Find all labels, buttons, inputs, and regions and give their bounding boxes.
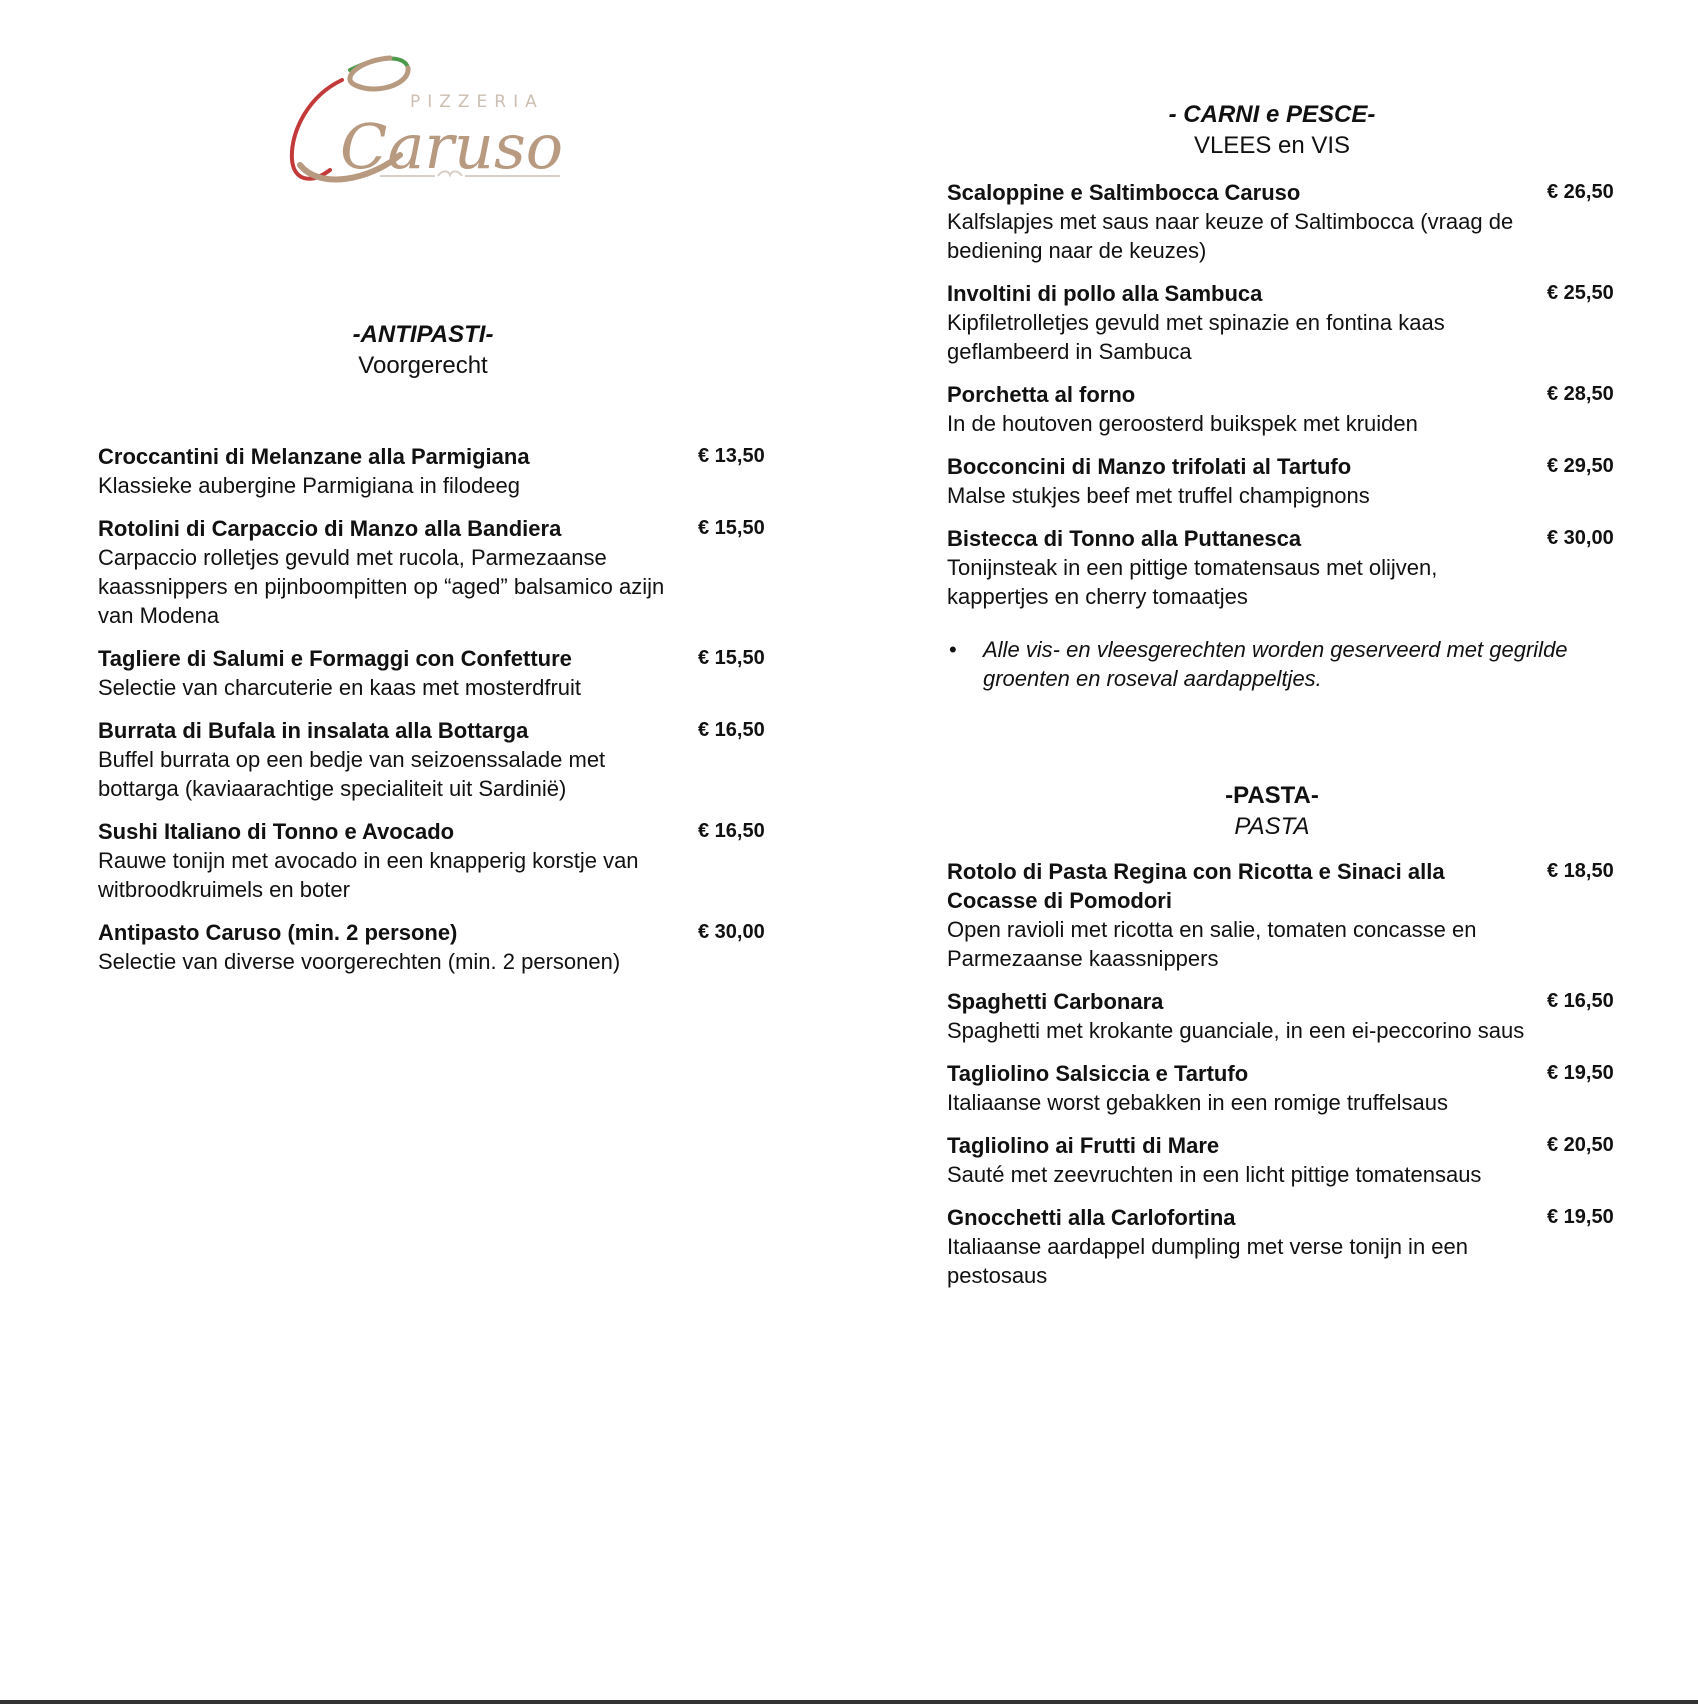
pasta-title: -PASTA- — [1225, 782, 1319, 809]
item-price: € 16,50 — [1547, 990, 1614, 1012]
bullet-icon: • — [949, 637, 957, 662]
caruso-logo — [280, 40, 580, 200]
item-name: Scaloppine e Saltimbocca Caruso — [947, 180, 1301, 205]
menu-item — [98, 716, 778, 803]
menu-item — [947, 1203, 1627, 1290]
logo-script-text: Caruso — [340, 110, 564, 183]
item-description: Italiaanse aardappel dumpling met verse tonijn in een pestosaus — [947, 1234, 1468, 1288]
antipasti-title: -ANTIPASTI- — [352, 321, 494, 348]
item-description: Kalfslapjes met saus naar keuze of Saltimbocca (vraag de bediening naar de keuzes) — [947, 209, 1514, 263]
item-name: Porchetta al forno — [947, 382, 1136, 407]
menu-item — [947, 380, 1627, 438]
menu-item — [947, 524, 1627, 611]
item-description: Tonijnsteak in een pittige tomatensaus met olijven, kappertjes en cherry tomaatjes — [947, 555, 1438, 609]
item-description: Rauwe tonijn met avocado in een knapperig korstje van witbroodkruimels en boter — [98, 848, 639, 902]
item-price: € 28,50 — [1547, 383, 1614, 405]
menu-item — [947, 857, 1627, 973]
item-price: € 16,50 — [698, 820, 765, 842]
carni-heading — [947, 100, 1597, 162]
item-description: Carpaccio rolletjes gevuld met rucola, Parmezaanse kaassnippers en pijnboompitten op “aged” balsamico azijn van Modena — [98, 545, 665, 628]
side-dish-note — [947, 635, 1603, 693]
item-description: In de houtoven geroosterd buikspek met kruiden — [947, 411, 1418, 436]
antipasti-subtitle: Voorgerecht — [358, 352, 488, 379]
menu-item — [947, 279, 1627, 366]
note-text: Alle vis- en vleesgerechten worden geserveerd met gegrilde groenten en roseval aardappeltjes. — [983, 637, 1568, 691]
menu-item — [98, 514, 778, 630]
item-price: € 19,50 — [1547, 1062, 1614, 1084]
item-name: Antipasto Caruso (min. 2 persone) — [98, 920, 458, 945]
item-price: € 15,50 — [698, 517, 765, 539]
item-name: Croccantini di Melanzane alla Parmigiana — [98, 444, 530, 469]
menu-item — [947, 1131, 1627, 1189]
item-description: Spaghetti met krokante guanciale, in een ei-peccorino saus — [947, 1018, 1525, 1043]
pasta-section — [947, 781, 1627, 1290]
menu-item — [98, 817, 778, 904]
item-name: Rotolini di Carpaccio di Manzo alla Bandiera — [98, 516, 562, 541]
item-name: Tagliolino Salsiccia e Tartufo — [947, 1061, 1249, 1086]
item-price: € 19,50 — [1547, 1206, 1614, 1228]
item-name: Burrata di Bufala in insalata alla Bottarga — [98, 718, 529, 743]
menu-item — [947, 1059, 1627, 1117]
item-description: Klassieke aubergine Parmigiana in filodeeg — [98, 473, 520, 498]
item-price: € 18,50 — [1547, 860, 1614, 882]
menu-item — [947, 178, 1627, 265]
menu-item — [947, 987, 1627, 1045]
menu-item — [947, 452, 1627, 510]
item-name: Tagliolino ai Frutti di Mare — [947, 1133, 1220, 1158]
item-description: Italiaanse worst gebakken in een romige truffelsaus — [947, 1090, 1448, 1115]
item-price: € 15,50 — [698, 647, 765, 669]
item-description: Open ravioli met ricotta en salie, tomaten concasse en Parmezaanse kaassnippers — [947, 917, 1477, 971]
item-name: Gnocchetti alla Carlofortina — [947, 1205, 1236, 1230]
item-price: € 30,00 — [1547, 527, 1614, 549]
item-description: Malse stukjes beef met truffel champignons — [947, 483, 1370, 508]
item-price: € 13,50 — [698, 445, 765, 467]
item-name: Tagliere di Salumi e Formaggi con Confetture — [98, 646, 572, 671]
carni-subtitle: VLEES en VIS — [1193, 132, 1351, 159]
carni-title: - CARNI e PESCE- — [1168, 101, 1376, 128]
menu-item — [98, 442, 778, 500]
item-name: Bistecca di Tonno alla Puttanesca — [947, 526, 1302, 551]
item-price: € 25,50 — [1547, 282, 1614, 304]
item-name: Rotolo di Pasta Regina con Ricotta e Sinaci alla Cocasse di Pomodori — [947, 859, 1445, 913]
item-description: Selectie van diverse voorgerechten (min. 2 personen) — [98, 949, 621, 974]
antipasti-heading — [98, 320, 748, 382]
item-name: Bocconcini di Manzo trifolati al Tartufo — [947, 454, 1352, 479]
item-name: Spaghetti Carbonara — [947, 989, 1164, 1014]
item-name: Sushi Italiano di Tonno e Avocado — [98, 819, 455, 844]
item-name: Involtini di pollo alla Sambuca — [947, 281, 1263, 306]
antipasti-section — [98, 320, 778, 990]
item-price: € 29,50 — [1547, 455, 1614, 477]
item-price: € 26,50 — [1547, 181, 1614, 203]
item-description: Selectie van charcuterie en kaas met mosterdfruit — [98, 675, 582, 700]
menu-item — [98, 644, 778, 702]
right-column — [947, 100, 1627, 1304]
pasta-heading — [947, 781, 1597, 843]
pasta-subtitle: PASTA — [1234, 813, 1310, 840]
item-price: € 16,50 — [698, 719, 765, 741]
item-price: € 20,50 — [1547, 1134, 1614, 1156]
logo-top-text: PIZZERIA — [410, 92, 544, 112]
item-price: € 30,00 — [698, 921, 765, 943]
item-description: Kipfiletrolletjes gevuld met spinazie en fontina kaas geflambeerd in Sambuca — [947, 310, 1445, 364]
item-description: Sauté met zeevruchten in een licht pittige tomatensaus — [947, 1162, 1482, 1187]
bottom-border — [0, 1700, 1698, 1704]
item-description: Buffel burrata op een bedje van seizoenssalade met bottarga (kaviaarachtige specialiteit uit Sardinië) — [98, 747, 606, 801]
menu-item — [98, 918, 778, 976]
